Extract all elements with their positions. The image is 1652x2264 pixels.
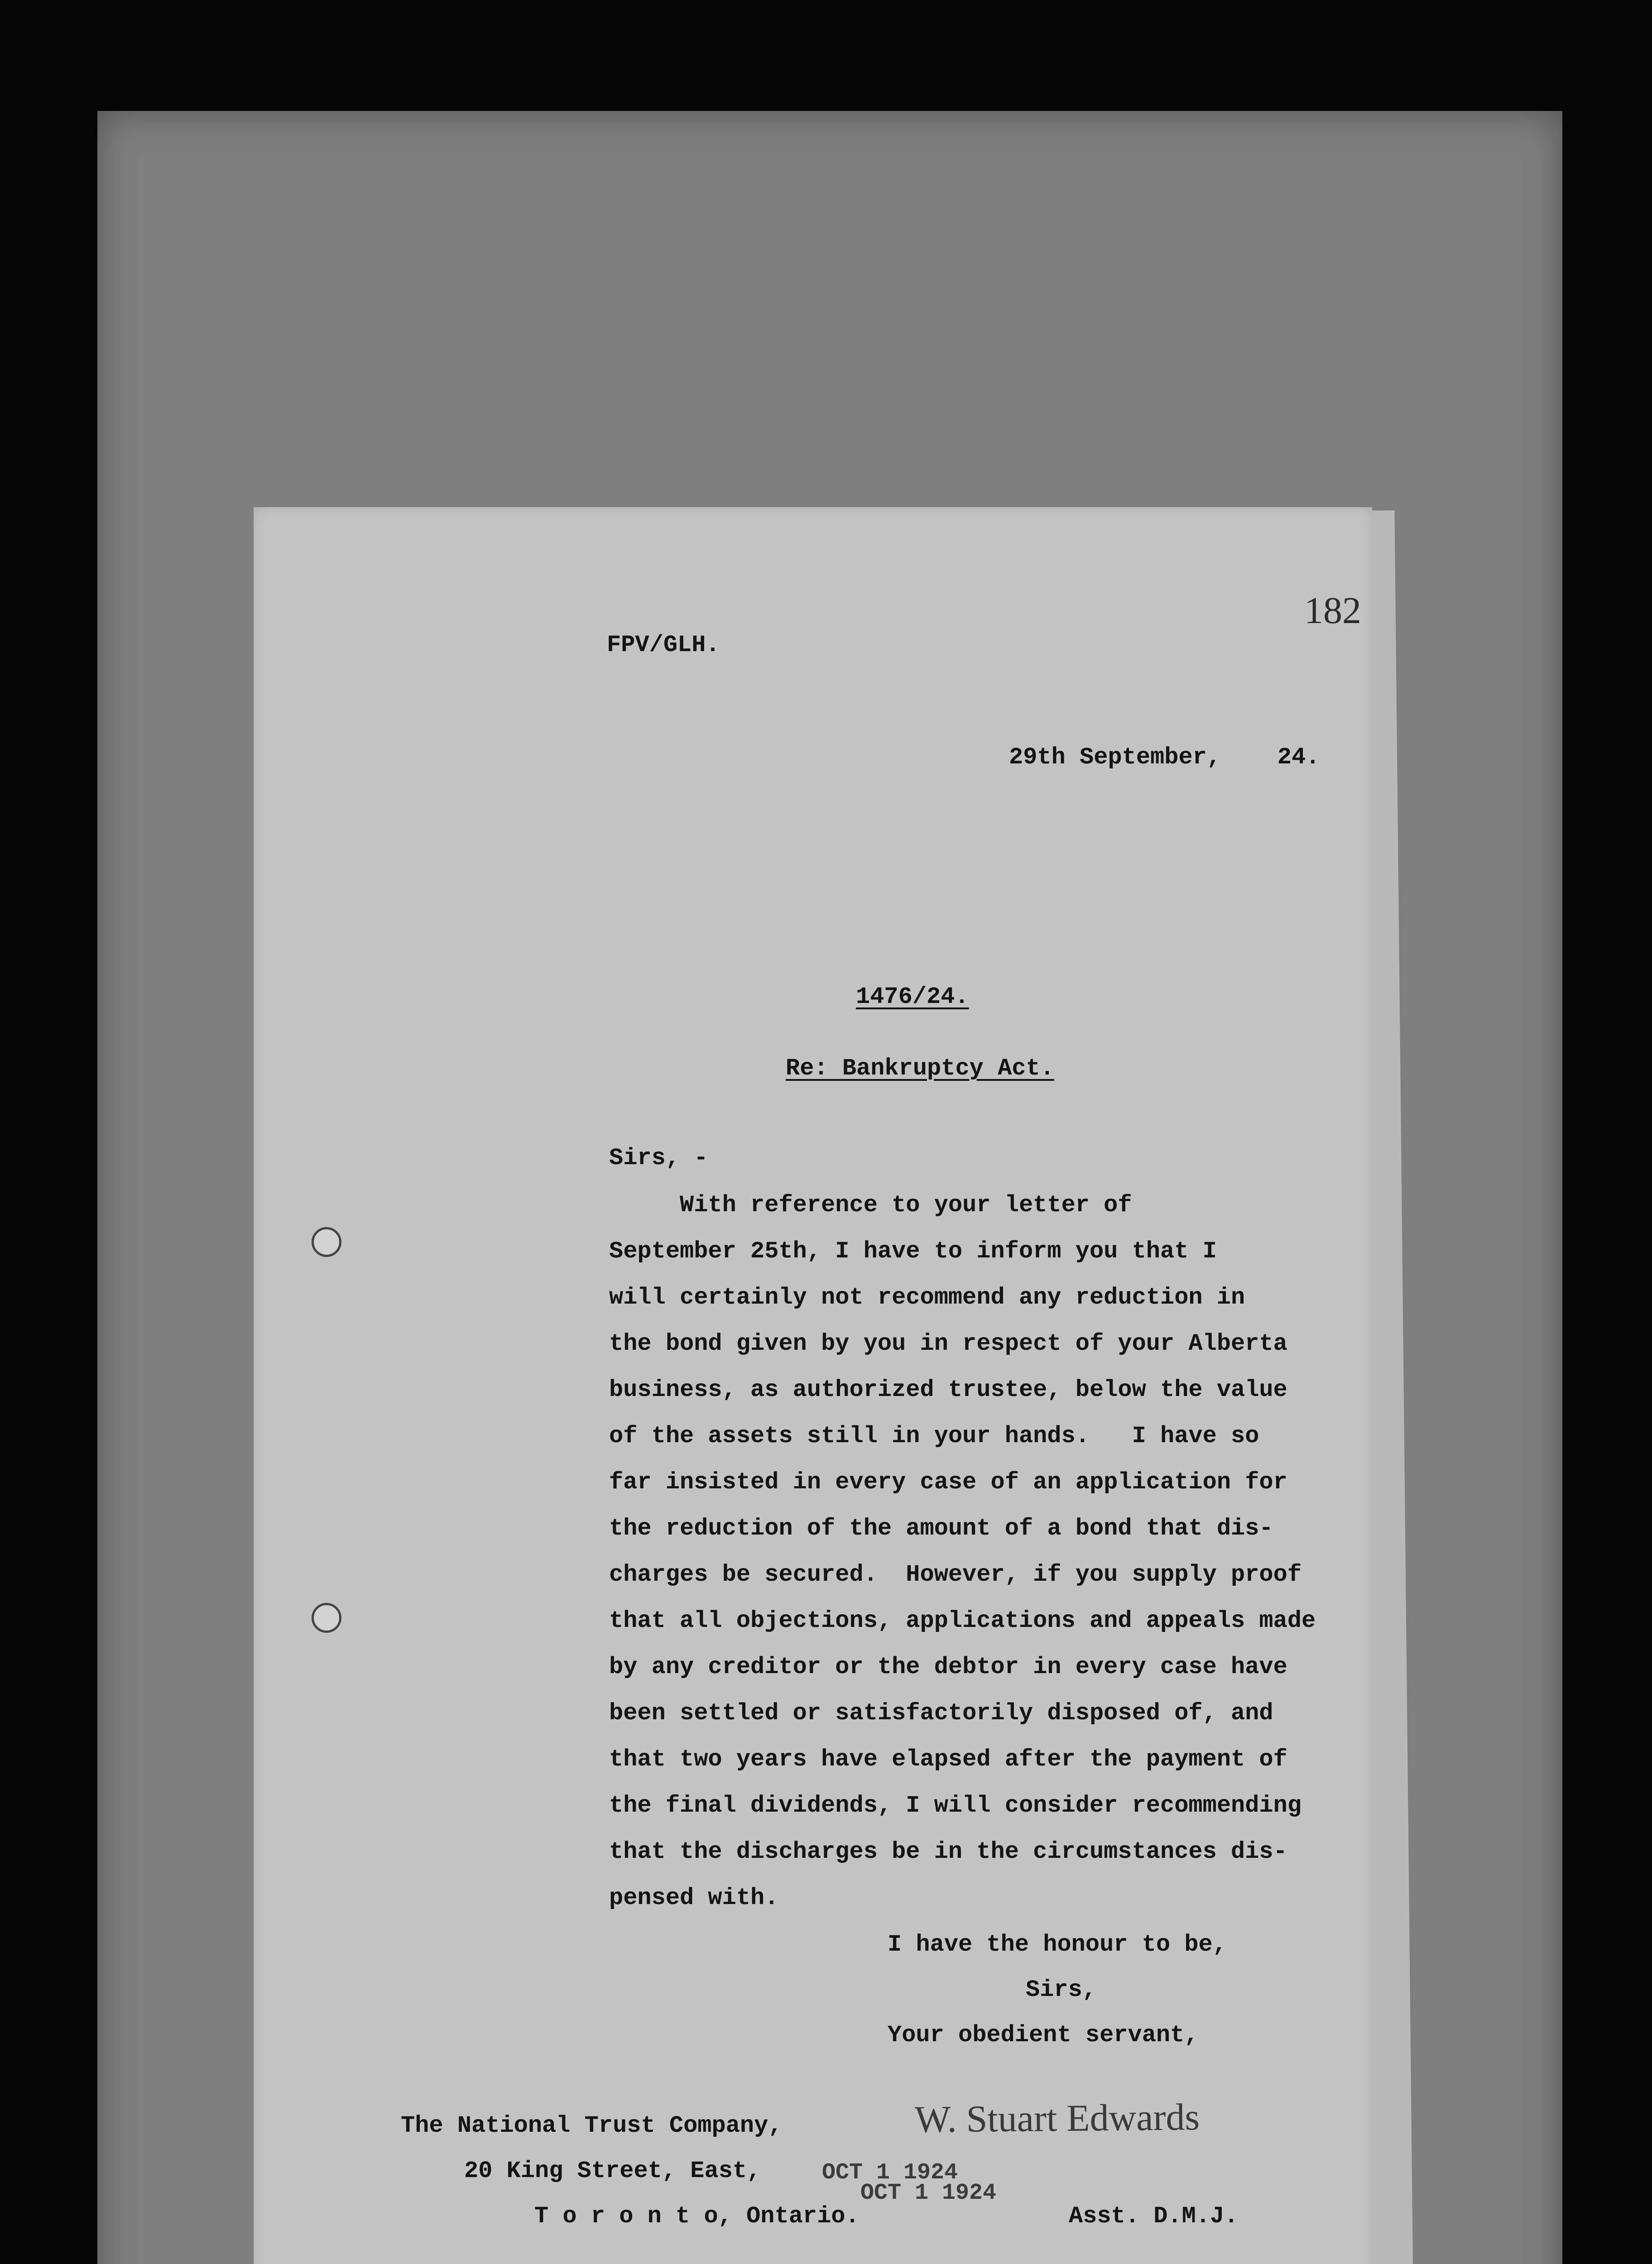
signer-title: Asst. D.M.J. — [1069, 2203, 1239, 2230]
body-line: September 25th, I have to inform you that I — [609, 1238, 1217, 1265]
salutation: Sirs, - — [609, 1145, 708, 1171]
closing-line: Sirs, — [1026, 1976, 1097, 2003]
received-stamp: OCT 1 1924 — [822, 2160, 958, 2186]
body-line: pensed with. — [609, 1885, 779, 1911]
body-line: that two years have elapsed after the payment of — [609, 1746, 1287, 1773]
body-line: of the assets still in your hands. I have so — [609, 1423, 1259, 1449]
subject-line: Re: Bankruptcy Act. — [786, 1055, 1054, 1082]
addressee-line: 20 King Street, East, — [464, 2158, 761, 2184]
addressee-line: The National Trust Company, — [401, 2112, 783, 2139]
body-line: that the discharges be in the circumstances dis- — [609, 1838, 1287, 1865]
body-line: will certainly not recommend any reduction in — [609, 1284, 1245, 1311]
reference-initials: FPV/GLH. — [607, 632, 720, 658]
body-line: the final dividends, I will consider recommending — [609, 1792, 1302, 1819]
body-line: the bond given by you in respect of your Alberta — [609, 1330, 1287, 1357]
closing-line: I have the honour to be, — [888, 1931, 1227, 1958]
addressee-line: T o r o n t o, Ontario. — [534, 2203, 860, 2230]
punch-hole — [312, 1227, 341, 1257]
page-number: 182 — [1304, 590, 1361, 632]
body-line: charges be secured. However, if you supply proof — [609, 1561, 1302, 1588]
punch-hole — [312, 1603, 341, 1633]
body-line: With reference to your letter of — [609, 1192, 1132, 1218]
file-number: 1476/24. — [856, 983, 969, 1010]
received-stamp: OCT 1 1924 — [860, 2180, 997, 2206]
closing-line: Your obedient servant, — [888, 2022, 1199, 2048]
body-line: far insisted in every case of an application for — [609, 1469, 1287, 1496]
body-line: business, as authorized trustee, below the value — [609, 1377, 1287, 1403]
body-line: been settled or satisfactorily disposed of, and — [609, 1700, 1273, 1727]
letter-date: 29th September, 24. — [1009, 744, 1320, 771]
signature: W. Stuart Edwards — [914, 2096, 1200, 2141]
body-line: by any creditor or the debtor in every case have — [609, 1654, 1287, 1680]
body-line: that all objections, applications and appeals made — [609, 1607, 1316, 1634]
body-line: the reduction of the amount of a bond that dis- — [609, 1515, 1273, 1542]
